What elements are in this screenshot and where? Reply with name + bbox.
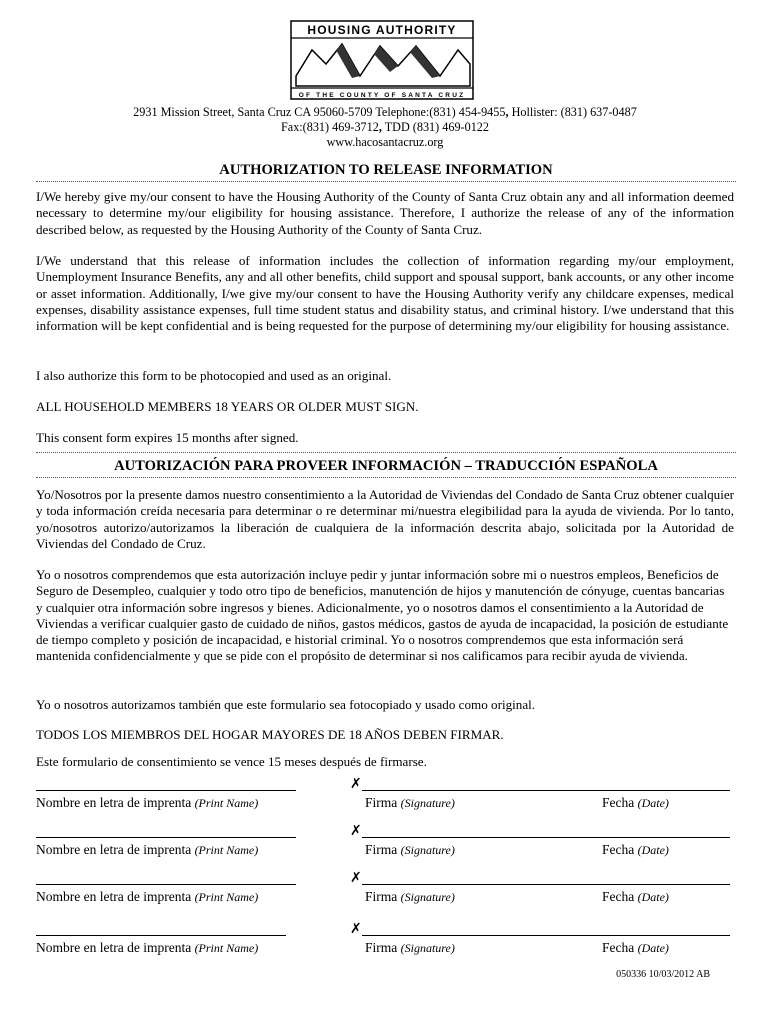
spanish-understanding-paragraph: Yo o nosotros comprendemos que esta autorización incluye pedir y juntar información sobre mi o nuestros empleos, Beneficios de Seguro de Desempleo, cualquier y todo otro tipo de beneficios, manutención de hijos y manutención de cónyuge, cuentas bancarias y cualquier otra información sobre ingresos y bienes. Adicionalmente, yo o nosotros damos el consentimiento a la Autoridad de Viviendas a verificar cualquier gasto de cuidado de niños, gastos médicos, gastos de ayuda de incapacidad, la posición de estudiante de tiempo completo y posición de incapacidad, e historial criminal. Yo o nosotros comprendemos que esta información será mantenida confidencialmente y que se pide con el propósito de determinar si nos calificamos para recibir ayuda de vivienda.	[36, 567, 729, 664]
spanish-must-sign-paragraph: TODOS LOS MIEMBROS DEL HOGAR MAYORES DE 18 AÑOS DEBEN FIRMAR.	[36, 727, 504, 742]
signature-row	[0, 921, 770, 971]
spanish-consent-paragraph: Yo/Nosotros por la presente damos nuestro consentimiento a la Autoridad de Viviendas del Condado de Santa Cruz obtener cualquier y toda información creída necesaria para determinar o re determinar mi/nuestra elegibilidad para la ayuda de vivienda. Por lo tanto, yo/nosotros autorizo/autorizamos la liberación de cualquiera de la información descrita abajo, solicitada por la Autoridad de Viviendas del Condado de Cruz.	[36, 487, 735, 551]
date-label: Fecha (Date)	[602, 940, 669, 955]
address-line-2: Fax:(831) 469-3712, TDD (831) 469-0122	[281, 120, 489, 134]
title-divider	[36, 181, 736, 182]
sign-here-mark: ✗	[350, 870, 362, 886]
signature-date-field[interactable]	[362, 837, 730, 838]
form-code-footer: 050336 10/03/2012 AB	[616, 969, 710, 980]
english-expiry-paragraph: This consent form expires 15 months after signed.	[36, 430, 299, 445]
section-divider-bottom	[36, 477, 736, 478]
housing-authority-logo	[290, 20, 474, 100]
print-name-label: Nombre en letra de imprenta (Print Name)	[36, 795, 259, 810]
signature-row	[0, 776, 770, 826]
print-name-field[interactable]	[36, 935, 286, 936]
print-name-field[interactable]	[36, 884, 296, 885]
print-name-label: Nombre en letra de imprenta (Print Name)	[36, 842, 259, 857]
date-label: Fecha (Date)	[602, 889, 669, 904]
signature-date-field[interactable]	[362, 790, 730, 791]
spanish-expiry-paragraph: Este formulario de consentimiento se vence 15 meses después de firmarse.	[36, 754, 427, 769]
signature-label: Firma (Signature)	[365, 842, 455, 857]
spanish-title: AUTORIZACIÓN PARA PROVEER INFORMACIÓN – TRADUCCIÓN ESPAÑOLA	[114, 458, 658, 474]
print-name-field[interactable]	[36, 790, 296, 791]
english-title: AUTHORIZATION TO RELEASE INFORMATION	[219, 162, 553, 178]
print-name-label: Nombre en letra de imprenta (Print Name)	[36, 889, 259, 904]
sign-here-mark: ✗	[350, 921, 362, 937]
signature-row	[0, 870, 770, 920]
signature-date-field[interactable]	[362, 884, 730, 885]
address-line-1: 2931 Mission Street, Santa Cruz CA 95060-5709 Telephone:(831) 454-9455, Hollister: (831) 637-0487	[133, 105, 637, 119]
english-must-sign-paragraph: ALL HOUSEHOLD MEMBERS 18 YEARS OR OLDER MUST SIGN.	[36, 399, 419, 414]
print-name-label: Nombre en letra de imprenta (Print Name)	[36, 940, 259, 955]
signature-label: Firma (Signature)	[365, 795, 455, 810]
sign-here-mark: ✗	[350, 776, 362, 792]
signature-label: Firma (Signature)	[365, 940, 455, 955]
print-name-field[interactable]	[36, 837, 296, 838]
spanish-photocopy-paragraph: Yo o nosotros autorizamos también que este formulario sea fotocopiado y usado como original.	[36, 697, 536, 712]
signature-date-field[interactable]	[362, 935, 730, 936]
date-label: Fecha (Date)	[602, 795, 669, 810]
english-understanding-paragraph: I/We understand that this release of information includes the collection of information regarding my/our employment, Unemployment Insurance Benefits, any and all other benefits, child support and spousal support, bank accounts, or any other income or asset information. Additionally, I/we give my/our consent to have the Housing Authority verify any childcare expenses, medical expenses, disability assistance expenses, full time student status and disability status, and criminal history. I/we understand that this information will be kept confidential and is being requested for the purpose of determining my/our eligibility for housing assistance.	[36, 253, 734, 334]
logo-name-top: HOUSING AUTHORITY	[307, 23, 457, 37]
section-divider-top	[36, 452, 736, 453]
english-consent-paragraph: I/We hereby give my/our consent to have the Housing Authority of the County of Santa Cruz obtain any and all information deemed necessary to determine my/our eligibility for housing assistance. Therefore, I authorize the release of any of the information described below, as requested by the Housing Authority of the County of Santa Cruz.	[36, 189, 734, 237]
website: www.hacosantacruz.org	[326, 135, 444, 149]
sign-here-mark: ✗	[350, 823, 362, 839]
signature-label: Firma (Signature)	[365, 889, 455, 904]
logo-name-bottom: OF THE COUNTY OF SANTA CRUZ	[298, 92, 466, 99]
signature-row	[0, 823, 770, 873]
english-photocopy-paragraph: I also authorize this form to be photocopied and used as an original.	[36, 368, 392, 383]
date-label: Fecha (Date)	[602, 842, 669, 857]
